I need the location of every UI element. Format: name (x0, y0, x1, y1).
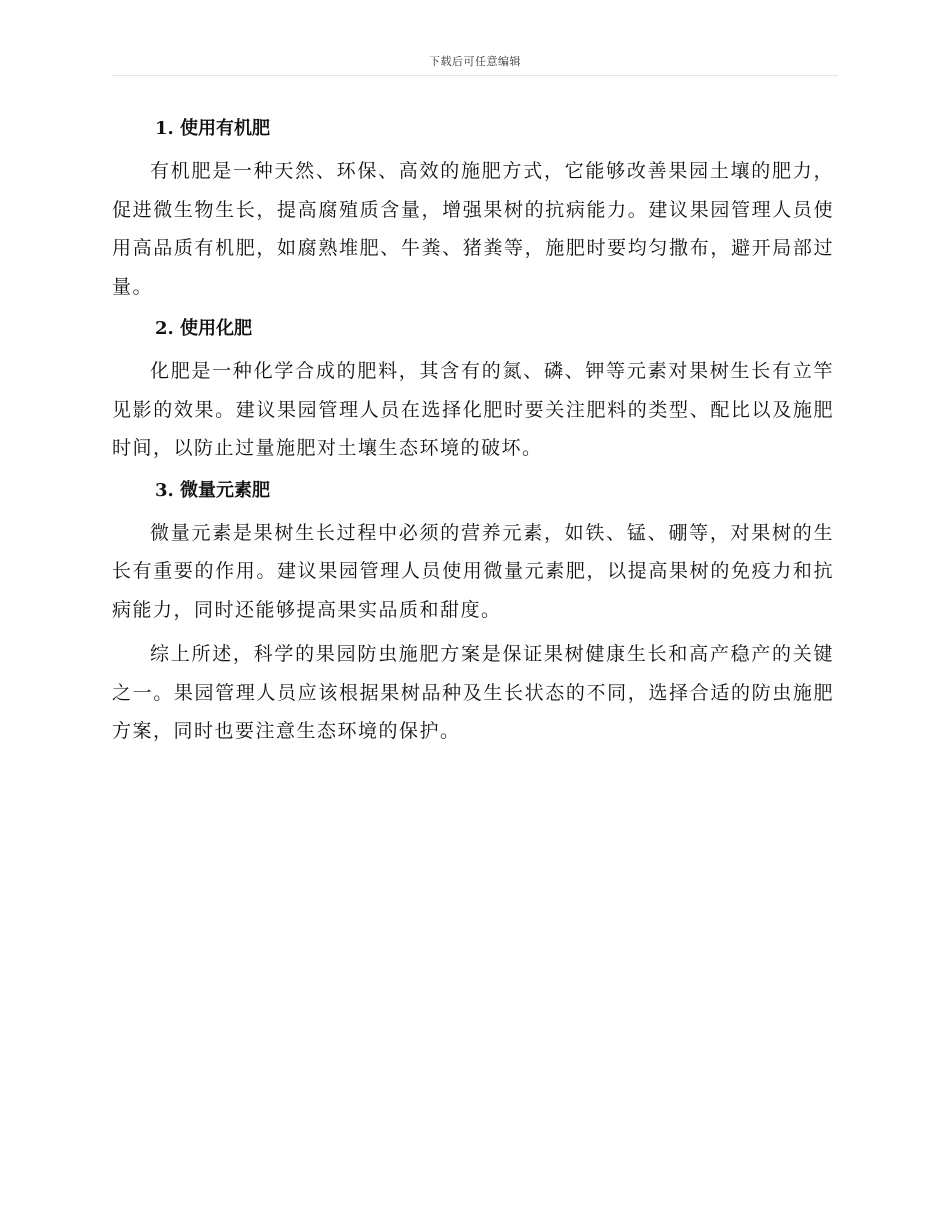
section-chemical-fertilizer (112, 312, 834, 468)
section-paragraph: 微量元素是果树生长过程中必须的营养元素，如铁、锰、硼等，对果树的生长有重要的作用。建议果园管理人员使用微量元素肥，以提高果树的免疫力和抗病能力，同时还能够提高果实品质和甜度。 (112, 521, 834, 621)
section-heading: 1. 使用有机肥 (155, 118, 271, 139)
section-paragraph: 化肥是一种化学合成的肥料，其含有的氮、磷、钾等元素对果树生长有立竿见影的效果。建议果园管理人员在选择化肥时要关注肥料的类型、配比以及施肥时间，以防止过量施肥对土壤生态环境的破坏。 (112, 360, 834, 459)
section-organic-fertilizer (112, 112, 834, 306)
page-header: 下载后可任意编辑 (429, 55, 521, 68)
conclusion-paragraph: 综上所述，科学的果园防虫施肥方案是保证果树健康生长和高产稳产的关键之一。果园管理人员应该根据果树品种及生长状态的不同，选择合适的防虫施肥方案，同时也要注意生态环境的保护。 (112, 643, 834, 742)
document-body (112, 112, 834, 751)
section-heading: 2. 使用化肥 (155, 318, 253, 339)
section-heading: 3. 微量元素肥 (155, 479, 271, 501)
section-trace-element-fertilizer (112, 474, 834, 630)
section-paragraph: 有机肥是一种天然、环保、高效的施肥方式，它能够改善果园土壤的肥力，促进微生物生长，提高腐殖质含量，增强果树的抗病能力。建议果园管理人员使用高品质有机肥，如腐熟堆肥、牛粪、猪粪等，施肥时要均匀撒布，避开局部过量。 (112, 160, 834, 298)
header-divider (112, 75, 838, 76)
